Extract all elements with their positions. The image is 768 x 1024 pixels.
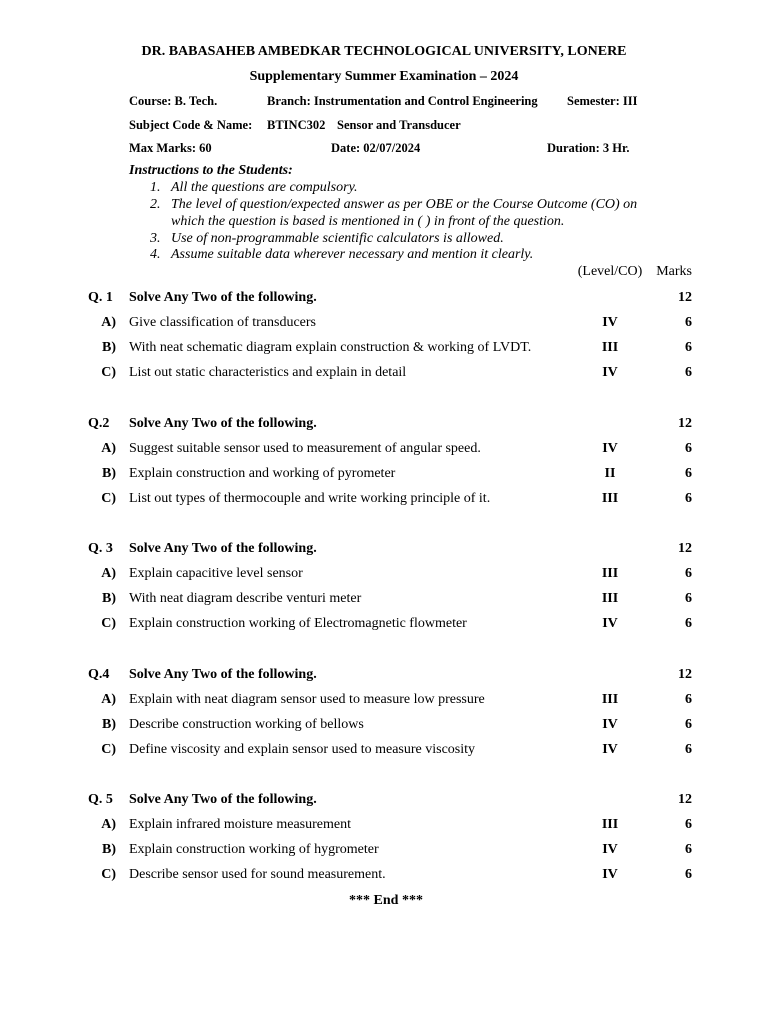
question-title: Solve Any Two of the following. xyxy=(129,290,317,305)
part-marks: 6 xyxy=(685,566,692,581)
part-label: A) xyxy=(101,315,116,330)
question-total-marks: 12 xyxy=(678,416,692,431)
part-level: IV xyxy=(602,717,618,732)
instruction-num: 3. xyxy=(150,231,161,246)
part-level: IV xyxy=(602,441,618,456)
exam-date: Date: 02/07/2024 xyxy=(331,141,421,155)
part-label: A) xyxy=(101,692,116,707)
part-text: Explain construction working of Electromagnetic flowmeter xyxy=(129,616,467,631)
instruction-text-continued: which the question is based is mentioned in ( ) in front of the question. xyxy=(171,214,565,229)
marks-header: Marks xyxy=(656,264,692,279)
instruction-num: 4. xyxy=(150,247,161,262)
question-total-marks: 12 xyxy=(678,541,692,556)
part-marks: 6 xyxy=(685,365,692,380)
part-label: B) xyxy=(102,340,116,355)
part-label: C) xyxy=(101,616,116,631)
part-text: List out types of thermocouple and write working principle of it. xyxy=(129,491,491,506)
part-level: IV xyxy=(602,842,618,857)
part-text: Explain construction working of hygrometer xyxy=(129,842,379,857)
subject-name: Sensor and Transducer xyxy=(337,118,461,132)
part-label: B) xyxy=(102,717,116,732)
part-marks: 6 xyxy=(685,340,692,355)
branch: Branch: Instrumentation and Control Engineering xyxy=(267,94,538,108)
part-marks: 6 xyxy=(685,491,692,506)
question-total-marks: 12 xyxy=(678,290,692,305)
part-level: III xyxy=(601,692,619,707)
part-level: III xyxy=(601,340,619,355)
part-text: Describe sensor used for sound measurement. xyxy=(129,867,386,882)
part-level: IV xyxy=(602,867,618,882)
instructions-title: Instructions to the Students: xyxy=(129,163,293,178)
part-level: IV xyxy=(602,742,618,757)
part-marks: 6 xyxy=(685,466,692,481)
subject-label: Subject Code & Name: xyxy=(129,118,253,132)
question-title: Solve Any Two of the following. xyxy=(129,792,317,807)
part-label: C) xyxy=(101,742,116,757)
part-label: C) xyxy=(101,867,116,882)
part-level: III xyxy=(601,491,619,506)
part-text: Explain capacitive level sensor xyxy=(129,566,303,581)
part-marks: 6 xyxy=(685,842,692,857)
instruction-text: Assume suitable data wherever necessary and mention it clearly. xyxy=(171,247,534,262)
instruction-num: 1. xyxy=(150,180,161,195)
exam-title: Supplementary Summer Examination – 2024 xyxy=(249,69,519,84)
part-text: Explain construction and working of pyrometer xyxy=(129,466,396,481)
part-level: II xyxy=(604,466,616,481)
question-number: Q. 3 xyxy=(88,541,113,556)
part-marks: 6 xyxy=(685,717,692,732)
part-marks: 6 xyxy=(685,591,692,606)
part-label: A) xyxy=(101,566,116,581)
part-level: III xyxy=(601,591,619,606)
instruction-text: All the questions are compulsory. xyxy=(171,180,358,195)
part-marks: 6 xyxy=(685,692,692,707)
question-total-marks: 12 xyxy=(678,667,692,682)
question-number: Q.2 xyxy=(88,416,110,431)
part-text: Suggest suitable sensor used to measurement of angular speed. xyxy=(129,441,481,456)
instruction-num: 2. xyxy=(150,197,161,212)
part-marks: 6 xyxy=(685,441,692,456)
part-level: III xyxy=(601,817,619,832)
part-text: With neat diagram describe venturi meter xyxy=(129,591,362,606)
part-level: IV xyxy=(602,315,618,330)
question-number: Q. 5 xyxy=(88,792,113,807)
course: Course: B. Tech. xyxy=(129,94,218,108)
university-name: DR. BABASAHEB AMBEDKAR TECHNOLOGICAL UNIVERSITY, LONERE xyxy=(141,44,627,59)
part-level: IV xyxy=(602,616,618,631)
part-level: IV xyxy=(602,365,618,380)
part-label: B) xyxy=(102,466,116,481)
question-title: Solve Any Two of the following. xyxy=(129,667,317,682)
part-text: With neat schematic diagram explain construction & working of LVDT. xyxy=(129,340,532,355)
part-marks: 6 xyxy=(685,315,692,330)
question-number: Q.4 xyxy=(88,667,110,682)
question-total-marks: 12 xyxy=(678,792,692,807)
question-title: Solve Any Two of the following. xyxy=(129,541,317,556)
part-text: Explain with neat diagram sensor used to measure low pressure xyxy=(129,692,485,707)
part-level: III xyxy=(601,566,619,581)
max-marks: Max Marks: 60 xyxy=(129,141,212,155)
part-label: A) xyxy=(101,441,116,456)
question-number: Q. 1 xyxy=(88,290,113,305)
part-text: Give classification of transducers xyxy=(129,315,316,330)
part-text: Describe construction working of bellows xyxy=(129,717,364,732)
duration: Duration: 3 Hr. xyxy=(547,141,630,155)
part-marks: 6 xyxy=(685,867,692,882)
part-marks: 6 xyxy=(685,817,692,832)
question-title: Solve Any Two of the following. xyxy=(129,416,317,431)
part-label: B) xyxy=(102,591,116,606)
part-label: A) xyxy=(101,817,116,832)
subject-code: BTINC302 xyxy=(267,118,326,132)
part-marks: 6 xyxy=(685,742,692,757)
part-text: Explain infrared moisture measurement xyxy=(129,817,351,832)
level-co-header: (Level/CO) xyxy=(577,264,643,279)
part-label: C) xyxy=(101,491,116,506)
part-label: C) xyxy=(101,365,116,380)
part-text: List out static characteristics and explain in detail xyxy=(129,365,407,380)
part-marks: 6 xyxy=(685,616,692,631)
semester: Semester: III xyxy=(567,94,638,108)
end-marker: *** End *** xyxy=(349,893,423,908)
part-label: B) xyxy=(102,842,116,857)
part-text: Define viscosity and explain sensor used to measure viscosity xyxy=(129,742,476,757)
instruction-text: Use of non-programmable scientific calculators is allowed. xyxy=(171,231,504,246)
instruction-text: The level of question/expected answer as per OBE or the Course Outcome (CO) on xyxy=(171,197,638,212)
